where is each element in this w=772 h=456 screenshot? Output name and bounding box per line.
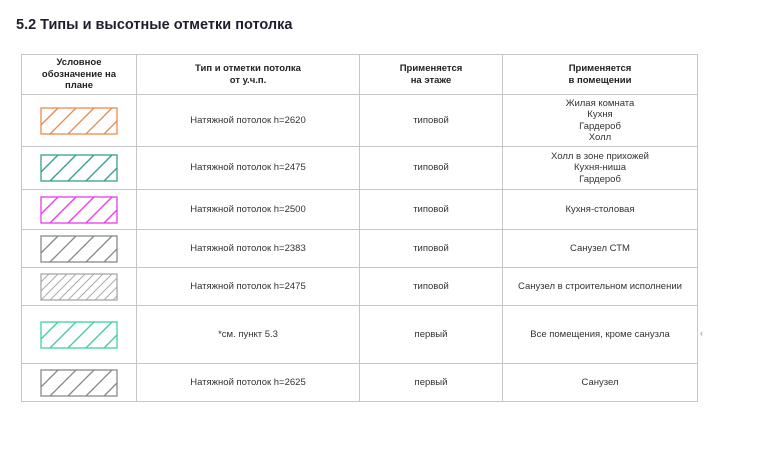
ceiling-type-cell: Натяжной потолок h=2625 xyxy=(137,364,360,402)
room-name: Жилая комната xyxy=(565,97,635,109)
header-line: плане xyxy=(64,80,94,92)
ceiling-type-cell: *см. пункт 5.3 xyxy=(137,306,360,364)
hatch-swatch-icon xyxy=(40,235,118,263)
room-name: Гардероб xyxy=(579,173,621,185)
rooms-cell xyxy=(503,95,698,147)
legend-cell xyxy=(22,147,137,190)
header-legend xyxy=(22,55,137,95)
ceiling-type-cell: Натяжной потолок h=2620 xyxy=(137,95,360,147)
table-row xyxy=(22,147,698,190)
ceiling-type-cell: Натяжной потолок h=2500 xyxy=(137,190,360,230)
room-name: Все помещения, кроме санузла xyxy=(530,328,670,340)
legend-cell xyxy=(22,306,137,364)
header-line: в помещении xyxy=(568,74,632,86)
header-line: Применяется xyxy=(568,63,632,74)
header-ceiling-type xyxy=(137,55,360,95)
rooms-cell xyxy=(503,268,698,306)
room-name: Кухня xyxy=(587,109,613,120)
room-name: Холл xyxy=(588,132,612,143)
legend-cell xyxy=(22,364,137,402)
hatch-swatch-icon xyxy=(40,321,118,349)
legend-cell xyxy=(22,230,137,268)
hatch-swatch-icon xyxy=(40,273,118,301)
table-row xyxy=(22,95,698,147)
room-name: Холл в зоне прихожей xyxy=(551,150,649,162)
ceiling-types-table xyxy=(21,54,698,402)
room-name: Кухня-столовая xyxy=(565,203,635,215)
room-name: Санузел xyxy=(581,376,619,388)
floor-cell: типовой xyxy=(360,95,503,147)
table-row xyxy=(22,306,698,364)
room-name: Санузел в строительном исполнении xyxy=(518,280,682,292)
header-floor xyxy=(360,55,503,95)
header-line: Условное xyxy=(56,57,102,69)
floor-cell: типовой xyxy=(360,230,503,268)
hatch-swatch-icon xyxy=(40,369,118,397)
rooms-cell xyxy=(503,306,698,364)
rooms-cell xyxy=(503,190,698,230)
floor-cell: типовой xyxy=(360,147,503,190)
table-row xyxy=(22,230,698,268)
header-rooms xyxy=(503,55,698,95)
legend-cell xyxy=(22,190,137,230)
header-line: Применяется xyxy=(399,63,463,74)
ceiling-type-cell: Натяжной потолок h=2475 xyxy=(137,147,360,190)
header-line: на этаже xyxy=(410,74,452,86)
room-name: Гардероб xyxy=(579,120,621,132)
room-name: Кухня-ниша xyxy=(573,162,627,174)
floor-cell: типовой xyxy=(360,268,503,306)
rooms-cell xyxy=(503,230,698,268)
rooms-cell xyxy=(503,147,698,190)
legend-cell xyxy=(22,268,137,306)
table-row xyxy=(22,190,698,230)
rooms-cell xyxy=(503,364,698,402)
floor-cell: первый xyxy=(360,306,503,364)
hatch-swatch-icon xyxy=(40,154,118,182)
table-row xyxy=(22,268,698,306)
header-line: обозначение на xyxy=(41,68,117,80)
ceiling-type-cell: Натяжной потолок h=2383 xyxy=(137,230,360,268)
header-line: Тип и отметки потолка xyxy=(195,63,301,74)
floor-cell: первый xyxy=(360,364,503,402)
legend-cell xyxy=(22,95,137,147)
hatch-swatch-icon xyxy=(40,196,118,224)
table-row xyxy=(22,364,698,402)
table-header-row xyxy=(22,55,698,95)
room-name: Санузел СТМ xyxy=(570,242,630,254)
header-line: от у.ч.п. xyxy=(229,74,267,86)
ceiling-type-cell: Натяжной потолок h=2475 xyxy=(137,268,360,306)
section-title: 5.2 Типы и высотные отметки потолка xyxy=(16,17,293,33)
stray-mark: ‹ xyxy=(700,328,703,338)
hatch-swatch-icon xyxy=(40,107,118,135)
floor-cell: типовой xyxy=(360,190,503,230)
